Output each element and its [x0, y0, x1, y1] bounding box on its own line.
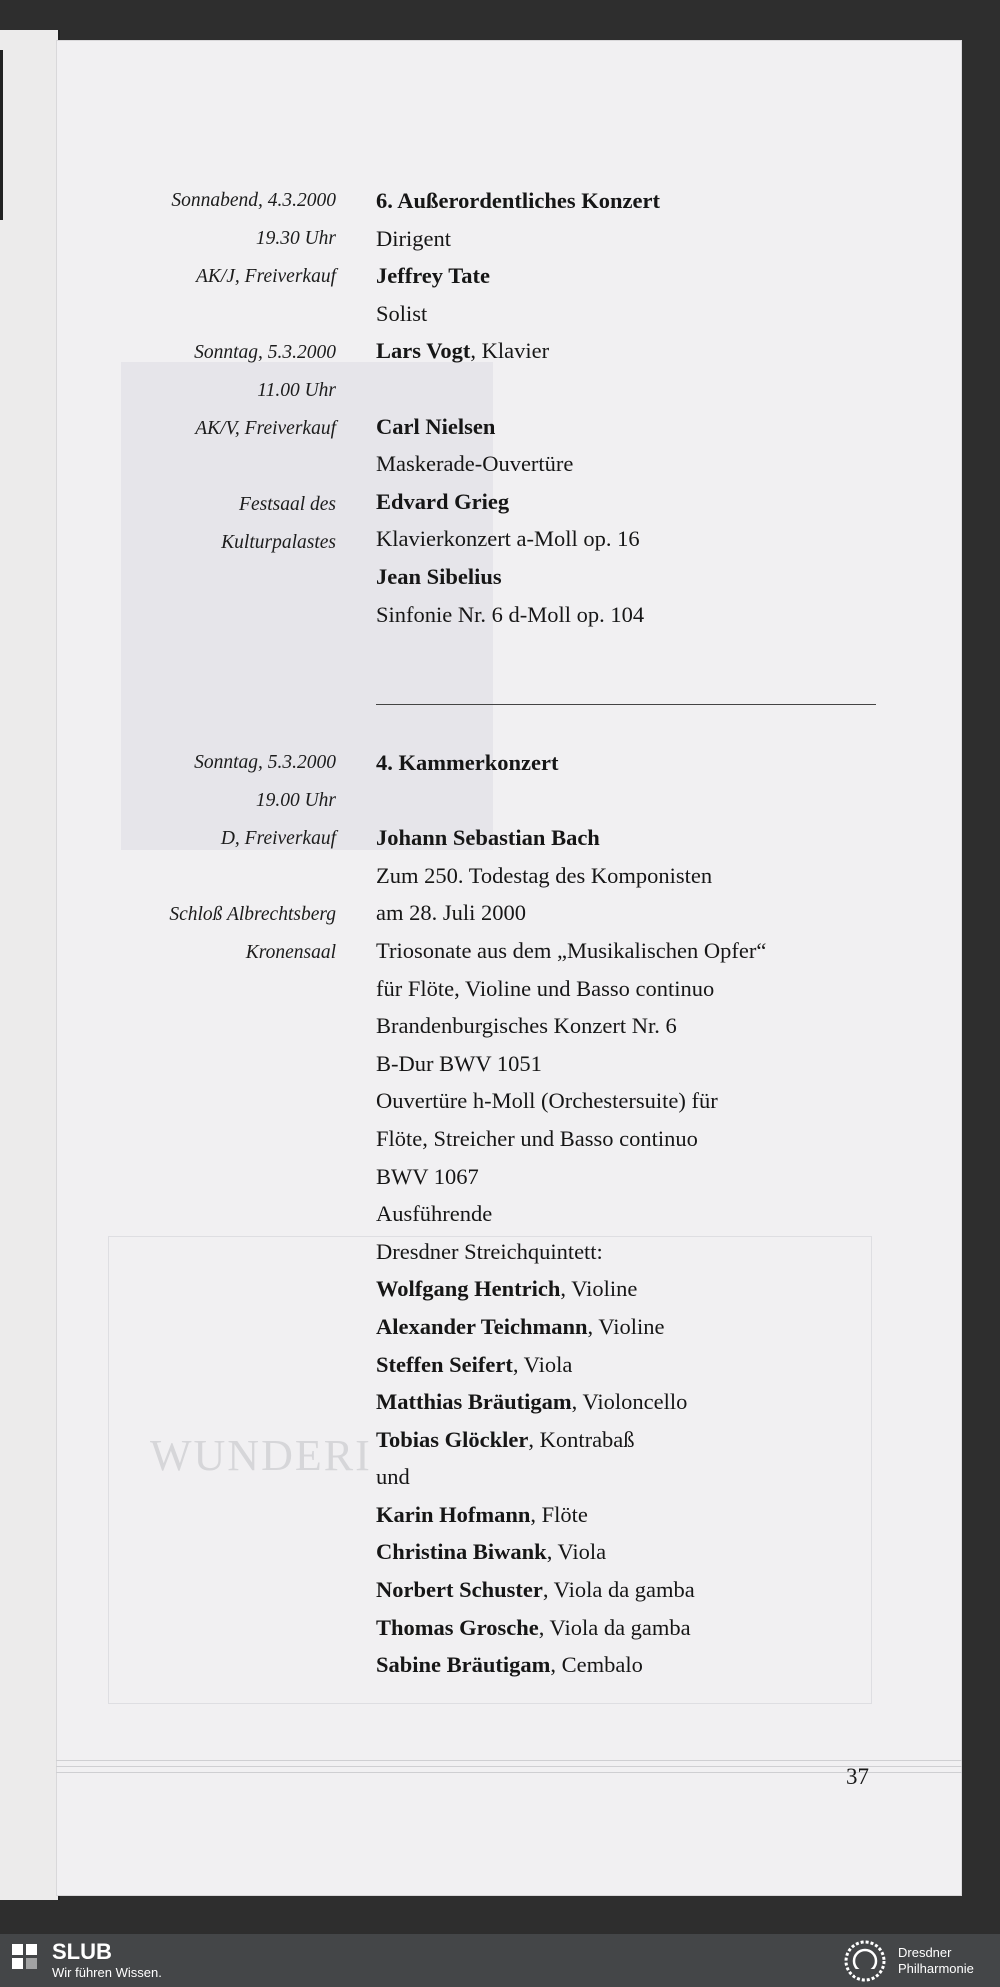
program-line: [376, 408, 660, 446]
program-line-text: Sinfonie Nr. 6 d-Moll op. 104: [376, 601, 645, 627]
program-line-bold: Sabine Bräutigam: [376, 1652, 551, 1678]
event-1-meta: [76, 182, 336, 562]
program-line: [376, 1045, 766, 1083]
program-line-text: BWV 1067: [376, 1163, 479, 1189]
program-line-text: , Cembalo: [550, 1652, 643, 1678]
program-line: [376, 1458, 766, 1496]
program-line-bold: Tobias Glöckler: [376, 1426, 529, 1452]
program-line: [376, 1158, 766, 1196]
program-line: [376, 1270, 766, 1308]
program-line-text: , Kontrabaß: [528, 1426, 635, 1452]
program-line-text: Ouvertüre h-Moll (Orchestersuite) für: [376, 1088, 718, 1114]
program-line-text: , Klavier: [470, 338, 550, 364]
philharmonie-line2: Philharmonie: [898, 1961, 974, 1976]
slub-tagline: Wir führen Wissen.: [52, 1965, 162, 1980]
philharmonie-line1: Dresdner: [898, 1945, 952, 1960]
philharmonie-logo-icon[interactable]: [843, 1939, 887, 1983]
philharmonie-logo-text: [898, 1945, 974, 1977]
event-meta-line: D, Freiverkauf: [220, 828, 336, 849]
program-line: [376, 970, 766, 1008]
program-line-text: , Flöte: [530, 1501, 588, 1527]
program-line: [376, 332, 660, 370]
event-meta-line: 19.30 Uhr: [255, 228, 336, 249]
bottom-rule: [56, 1772, 962, 1773]
program-line: [376, 596, 660, 634]
event-1-program: [376, 182, 660, 633]
page-number: 37: [846, 1764, 869, 1789]
program-line-text: Zum 250. Todestag des Komponisten: [376, 862, 713, 888]
event-2-meta: [76, 744, 336, 972]
program-line: [376, 894, 766, 932]
program-line-text: Brandenburgisches Konzert Nr. 6: [376, 1013, 677, 1039]
program-line-text: Dresdner Streichquintett:: [376, 1238, 603, 1264]
program-line: [376, 1007, 766, 1045]
program-line-text: Maskerade-Ouvertüre: [376, 451, 574, 477]
bleed-through-heading: WUNDERI: [150, 1431, 372, 1480]
program-line-bold: Edvard Grieg: [376, 488, 510, 514]
slub-logo-icon: [12, 1944, 38, 1970]
page-edge-mark: [0, 50, 3, 220]
program-line-text: und: [376, 1464, 410, 1490]
program-line-text: Triosonate aus dem „Musikalischen Opfer“: [376, 937, 767, 963]
program-line-text: Klavierkonzert a-Moll op. 16: [376, 526, 640, 552]
program-line: [376, 1646, 766, 1684]
program-line: [376, 1533, 766, 1571]
program-line: [376, 819, 766, 857]
program-line: [376, 1421, 766, 1459]
program-line-bold: Jean Sibelius: [376, 563, 502, 589]
program-line: [376, 182, 660, 220]
program-line: [376, 370, 660, 408]
program-line-bold: Matthias Bräutigam: [376, 1389, 572, 1415]
program-line-bold: Jeffrey Tate: [376, 263, 490, 289]
program-line: [376, 295, 660, 333]
event-meta-line: AK/V, Freiverkauf: [195, 418, 336, 439]
event-meta-line: AK/J, Freiverkauf: [195, 266, 336, 287]
program-line-bold: Alexander Teichmann: [376, 1313, 588, 1339]
event-meta-line: 11.00 Uhr: [257, 380, 336, 401]
program-line-bold: Karin Hofmann: [376, 1501, 531, 1527]
program-line-text: B-Dur BWV 1051: [376, 1050, 542, 1076]
program-line-bold: 4. Kammerkonzert: [376, 750, 559, 775]
program-line: [376, 445, 660, 483]
event-meta-line: 19.00 Uhr: [255, 790, 336, 811]
program-line-bold: Norbert Schuster: [376, 1577, 543, 1603]
program-line: [376, 1308, 766, 1346]
event-meta-line: Schloß Albrechtsberg: [169, 904, 336, 925]
program-line-text: Ausführende: [376, 1201, 493, 1227]
program-line: [376, 220, 660, 258]
program-line-text: , Violoncello: [571, 1389, 688, 1415]
event-meta-line: Sonntag, 5.3.2000: [194, 342, 336, 363]
program-line: [376, 1383, 766, 1421]
program-line-bold: Thomas Grosche: [376, 1614, 539, 1640]
program-line: [376, 1233, 766, 1271]
program-line: [376, 1609, 766, 1647]
program-line-text: , Viola: [512, 1351, 573, 1377]
program-line-bold: Wolfgang Hentrich: [376, 1276, 561, 1302]
program-line: [376, 782, 766, 820]
program-line-bold: Lars Vogt: [376, 338, 471, 364]
program-line: [376, 1346, 766, 1384]
program-line-text: für Flöte, Violine und Basso continuo: [376, 975, 715, 1001]
bottom-rule: [56, 1760, 962, 1761]
program-line: [376, 1496, 766, 1534]
program-line-text: Flöte, Streicher und Basso continuo: [376, 1125, 698, 1151]
left-page-edge: [0, 30, 60, 1900]
event-meta-line: Kronensaal: [245, 942, 336, 963]
program-line: [376, 1082, 766, 1120]
program-line-bold: 6. Außerordentliches Konzert: [376, 188, 660, 213]
footer-bar: [0, 1934, 1000, 1987]
event-meta-line: Sonntag, 5.3.2000: [194, 752, 336, 773]
program-line-bold: Johann Sebastian Bach: [376, 825, 600, 851]
program-line-text: Dirigent: [376, 225, 451, 251]
program-line: [376, 744, 766, 782]
program-line: [376, 1571, 766, 1609]
program-line-text: am 28. Juli 2000: [376, 900, 526, 926]
event-meta-line: [76, 448, 336, 486]
event-meta-line: [76, 296, 336, 334]
program-line-text: , Violine: [587, 1313, 665, 1339]
event-meta-line: Sonnabend, 4.3.2000: [171, 190, 336, 211]
program-line: [376, 257, 660, 295]
program-line: [376, 1120, 766, 1158]
program-line: [376, 1195, 766, 1233]
slub-logo-text[interactable]: SLUB: [52, 1939, 112, 1964]
event-separator: [376, 704, 876, 705]
program-line-text: , Viola da gamba: [538, 1614, 691, 1640]
event-meta-line: [76, 858, 336, 896]
event-meta-line: Festsaal des: [239, 494, 336, 515]
program-line-text: Solist: [376, 300, 428, 326]
program-line: [376, 558, 660, 596]
event-meta-line: Kulturpalastes: [221, 532, 336, 553]
program-line: [376, 932, 766, 970]
bottom-rule: [56, 1766, 962, 1767]
program-line-bold: Steffen Seifert: [376, 1351, 513, 1377]
program-line: [376, 483, 660, 521]
program-line-bold: Carl Nielsen: [376, 413, 496, 439]
program-line-text: , Violine: [560, 1276, 638, 1302]
program-line-bold: Christina Biwank: [376, 1539, 547, 1565]
event-2-program: [376, 744, 766, 1684]
program-line-text: , Viola: [546, 1539, 607, 1565]
program-line: [376, 520, 660, 558]
program-line: [376, 857, 766, 895]
program-line-text: , Viola da gamba: [542, 1577, 695, 1603]
